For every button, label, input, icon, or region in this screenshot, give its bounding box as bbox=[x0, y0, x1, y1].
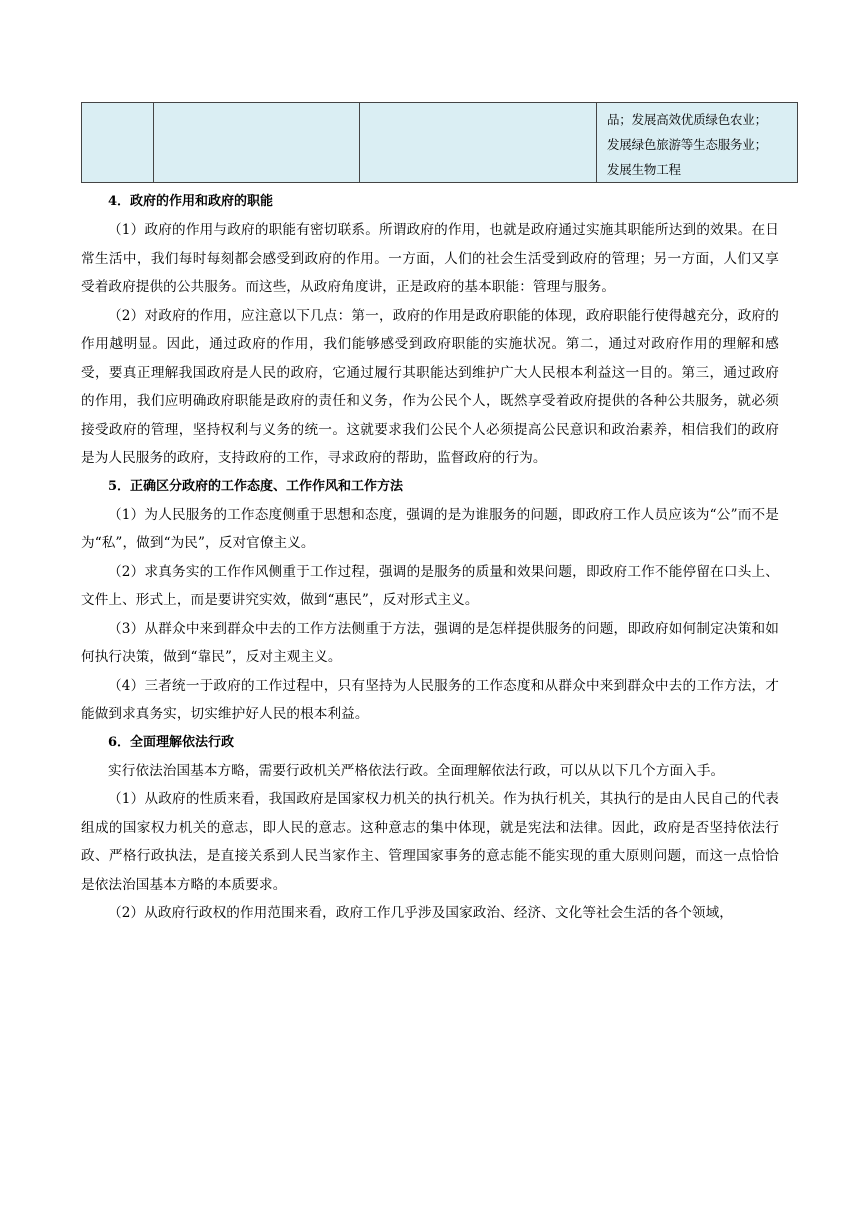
paragraph: （3）从群众中来到群众中去的工作方法侧重于方法，强调的是怎样提供服务的问题，即政府如何制定决策和如何执行决策，做到“靠民”，反对主观主义。 bbox=[81, 620, 779, 665]
table-cell-line: 发展绿色旅游等生态服务业； bbox=[607, 137, 767, 152]
section-heading: 5．正确区分政府的工作态度、工作作风和工作方法 bbox=[108, 478, 404, 494]
section-heading: 6．全面理解依法行政 bbox=[108, 734, 235, 750]
paragraph: （1）政府的作用与政府的职能有密切联系。所谓政府的作用，也就是政府通过实施其职能所达到的效果。在日常生活中，我们每时每刻都会感受到政府的作用。一方面，人们的社会生活受到政府的管理；另一方面，人们又享受着政府提供的公共服务。而这些，从政府角度讲，正是政府的基本职能：管理与服务。 bbox=[81, 222, 779, 295]
paragraph: 实行依法治国基本方略，需要行政机关严格依法行政。全面理解依法行政，可以从以下几个方面入手。 bbox=[108, 762, 725, 779]
table-cell-line: 发展生物工程 bbox=[607, 162, 681, 177]
paragraph: （2）对政府的作用，应注意以下几点：第一，政府的作用是政府职能的体现，政府职能行使得越充分，政府的作用越明显。因此，通过政府的作用，我们能够感受到政府职能的实施状况。第二，通过对政府作用的理解和感受，要真正理解我国政府是人民的政府，它通过履行其职能达到维护广大人民根本利益这一目的。第三，通过政府的作用，我们应明确政府职能是政府的责任和义务，作为公民个人，既然享受着政府提供的各种公共服务，就必须接受政府的管理，坚持权利与义务的统一。这就要求我们公民个人必须提高公民意识和政治素养，相信我们的政府是为人民服务的政府，支持政府的工作，寻求政府的帮助，监督政府的行为。 bbox=[81, 307, 779, 466]
paragraph: （2）求真务实的工作作风侧重于工作过程，强调的是服务的质量和效果问题，即政府工作不能停留在口头上、文件上、形式上，而是要讲究实效，做到“惠民”，反对形式主义。 bbox=[81, 563, 779, 608]
table-cell bbox=[154, 103, 360, 183]
paragraph: （4）三者统一于政府的工作过程中，只有坚持为人民服务的工作态度和从群众中来到群众中去的工作方法，才能做到求真务实，切实维护好人民的根本利益。 bbox=[81, 677, 779, 722]
table-row bbox=[82, 103, 798, 183]
document-body bbox=[81, 188, 779, 928]
paragraph: （1）为人民服务的工作态度侧重于思想和态度，强调的是为谁服务的问题，即政府工作人员应该为“公”而不是为“私”，做到“为民”，反对官僚主义。 bbox=[81, 506, 779, 551]
table-cell bbox=[82, 103, 154, 183]
section-heading: 4．政府的作用和政府的职能 bbox=[108, 194, 274, 209]
table-cell-line: 品；发展高效优质绿色农业； bbox=[607, 112, 767, 127]
table-cell bbox=[360, 103, 597, 183]
paragraph: （1）从政府的性质来看，我国政府是国家权力机关的执行机关。作为执行机关，其执行的是由人民自己的代表组成的国家权力机关的意志，即人民的意志。这种意志的集中体现，就是宪法和法律。因此，政府是否坚持依法行政、严格行政执法，是直接关系到人民当家作主、管理国家事务的意志能不能实现的重大原则问题，而这一点恰恰是依法治国基本方略的本质要求。 bbox=[81, 791, 779, 893]
table-cell bbox=[597, 103, 798, 183]
continuation-table bbox=[81, 102, 798, 183]
paragraph: （2）从政府行政权的作用范围来看，政府工作几乎涉及国家政治、经济、文化等社会生活的各个领域， bbox=[108, 905, 733, 921]
